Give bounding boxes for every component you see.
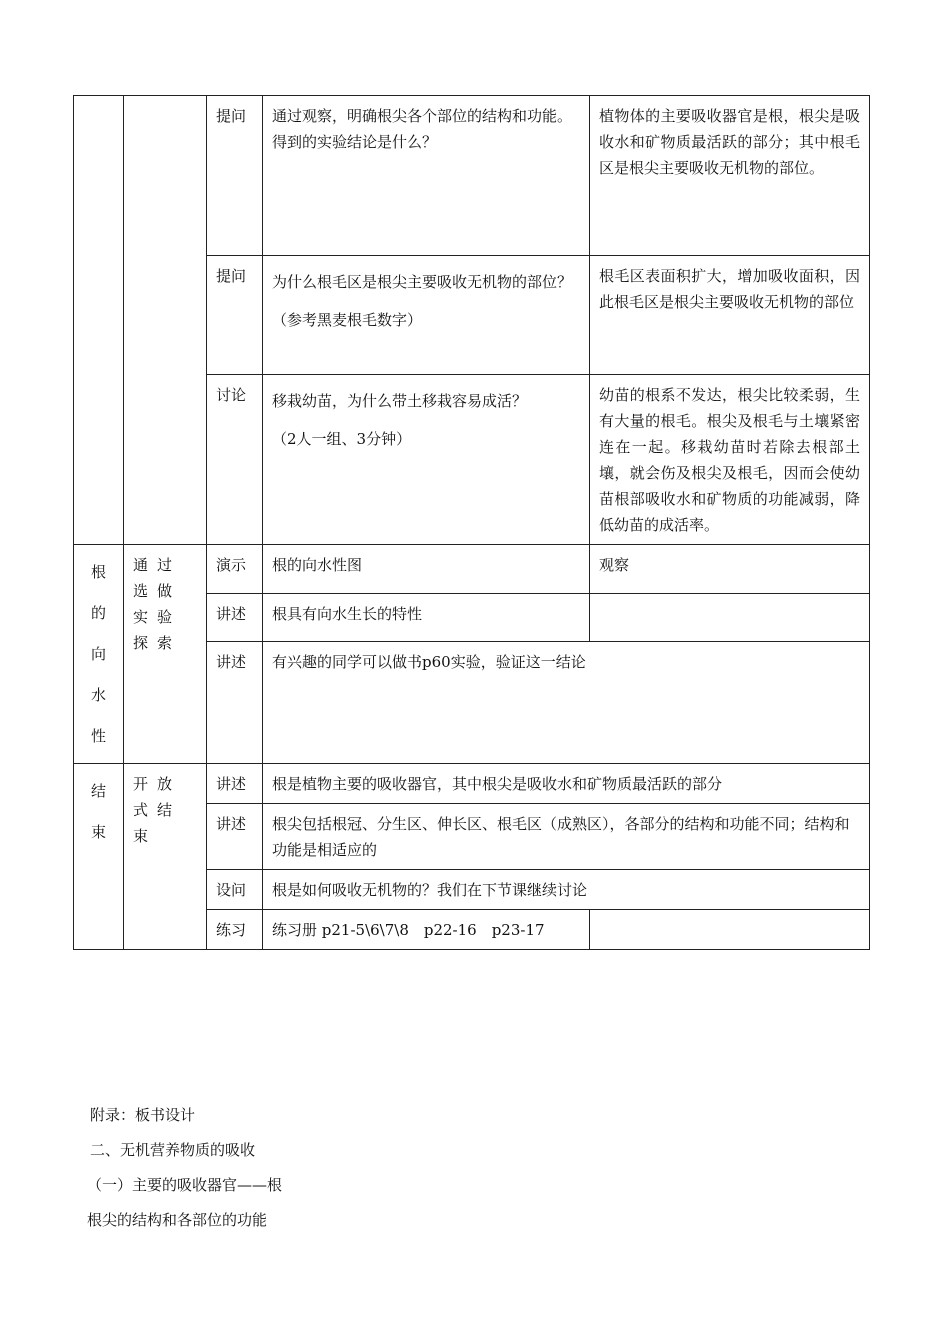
topic-char: 向 xyxy=(90,645,106,663)
type-cell: 讲述 xyxy=(207,642,263,764)
type-cell: 讨论 xyxy=(207,375,263,545)
table-row xyxy=(74,545,870,594)
answer-cell: 根毛区表面积扩大，增加吸收面积，因此根毛区是根尖主要吸收无机物的部位 xyxy=(590,256,870,375)
method-cell: 通过选做实验探索 xyxy=(124,545,207,764)
topic-cell-continued xyxy=(74,96,124,545)
topic-char: 束 xyxy=(90,823,106,841)
topic-cell xyxy=(74,764,124,950)
topic-char: 的 xyxy=(90,604,106,622)
topic-char: 结 xyxy=(90,782,106,800)
method-cell: 开放式结束 xyxy=(124,764,207,950)
type-cell: 讲述 xyxy=(207,764,263,804)
content-cell: 有兴趣的同学可以做书p60实验，验证这一结论 xyxy=(263,642,870,764)
content-cell: 根是植物主要的吸收器官，其中根尖是吸收水和矿物质最活跃的部分 xyxy=(263,764,870,804)
table-row xyxy=(74,96,870,256)
content-line: 得到的实验结论是什么？ xyxy=(272,133,438,151)
content-cell: 根尖包括根冠、分生区、伸长区、根毛区（成熟区），各部分的结构和功能不同；结构和功能是相适应的 xyxy=(263,804,870,870)
content-cell: 根的向水性图 xyxy=(263,545,590,594)
type-cell: 练习 xyxy=(207,910,263,950)
content-line: 移栽幼苗，为什么带土移栽容易成活？ xyxy=(272,392,528,410)
topic-char: 根 xyxy=(90,563,106,581)
type-cell: 演示 xyxy=(207,545,263,594)
content-line: （2人一组、3分钟） xyxy=(272,430,412,448)
answer-cell: 植物体的主要吸收器官是根，根尖是吸收水和矿物质最活跃的部分；其中根毛区是根尖主要吸收无机物的部位。 xyxy=(590,96,870,256)
content-cell xyxy=(263,96,590,256)
content-cell xyxy=(263,256,590,375)
appendix xyxy=(87,1098,283,1238)
content-cell: 练习册 p21-5\6\7\8 p22-16 p23-17 xyxy=(263,910,590,950)
table-row xyxy=(74,764,870,804)
type-cell: 讲述 xyxy=(207,804,263,870)
appendix-line: 根尖的结构和各部位的功能 xyxy=(87,1211,268,1229)
topic-char: 性 xyxy=(90,727,106,745)
appendix-line: （一）主要的吸收器官——根 xyxy=(87,1176,283,1194)
content-line: 通过观察，明确根尖各个部位的结构和功能。 xyxy=(272,107,573,125)
appendix-title: 附录：板书设计 xyxy=(90,1106,196,1124)
topic-cell xyxy=(74,545,124,764)
content-line: 为什么根毛区是根尖主要吸收无机物的部位？（参考黑麦根毛数字） xyxy=(272,273,573,329)
answer-cell: 幼苗的根系不发达，根尖比较柔弱，生有大量的根毛。根尖及根毛与土壤紧密连在一起。移栽幼苗时若除去根部土壤，就会伤及根尖及根毛，因而会使幼苗根部吸收水和矿物质的功能减弱，降低幼苗的成活率。 xyxy=(590,375,870,545)
type-cell: 提问 xyxy=(207,96,263,256)
lesson-table xyxy=(73,95,870,950)
content-cell: 根具有向水生长的特性 xyxy=(263,593,590,642)
type-cell: 设问 xyxy=(207,870,263,910)
content-cell xyxy=(263,375,590,545)
answer-cell: 观察 xyxy=(590,545,870,594)
type-cell: 讲述 xyxy=(207,593,263,642)
answer-cell xyxy=(590,910,870,950)
content-cell: 根是如何吸收无机物的？我们在下节课继续讨论 xyxy=(263,870,870,910)
answer-cell xyxy=(590,593,870,642)
type-cell: 提问 xyxy=(207,256,263,375)
topic-char: 水 xyxy=(90,686,106,704)
appendix-line: 二、无机营养物质的吸收 xyxy=(90,1141,256,1159)
method-cell-continued xyxy=(124,96,207,545)
